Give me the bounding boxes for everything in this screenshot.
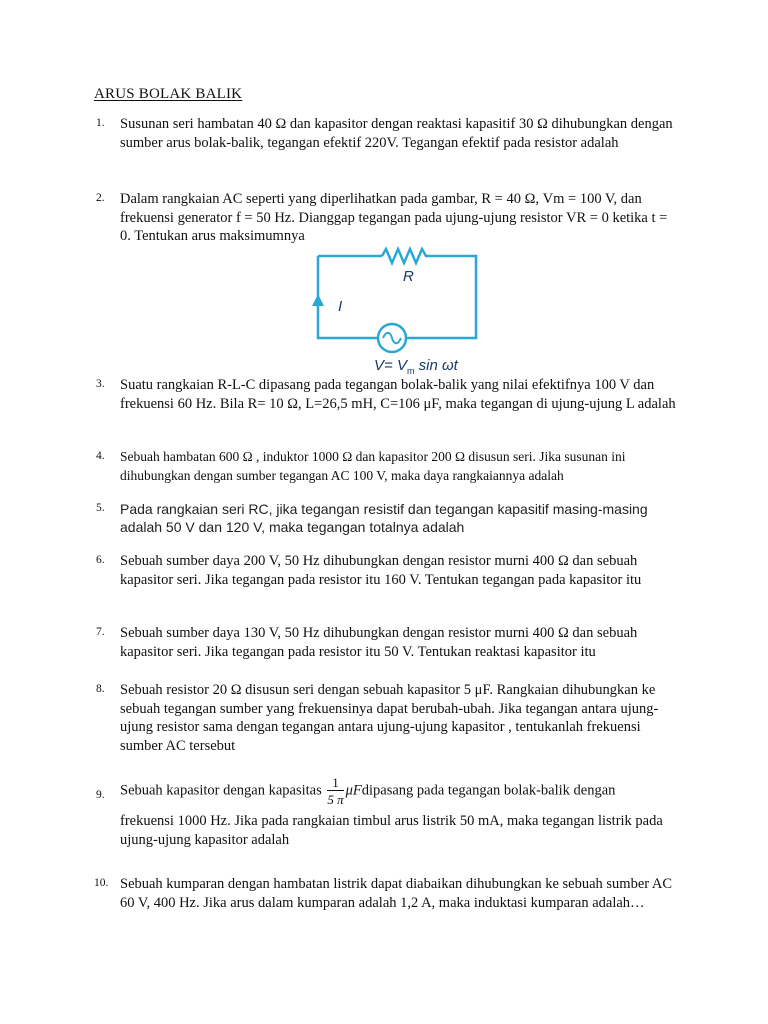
equation-vm: = V [384, 357, 407, 374]
question-number: 10. [94, 877, 109, 889]
question-number: 1. [96, 117, 105, 129]
fraction-denominator: 5 π [327, 792, 344, 807]
fraction-unit: μF [345, 782, 362, 799]
capacitance-fraction [327, 776, 343, 806]
question-line-1 [120, 776, 680, 806]
ac-circuit-svg [300, 244, 490, 376]
resistor-symbol [382, 249, 430, 263]
question-text: Sebuah resistor 20 Ω disusun seri dengan sebuah kapasitor 5 μF. Rangkaian dihubungkan ke sebuah tegangan sumber yang frekuensinya dapat berubah-ubah. Jika tegangan antara ujung-ujung resistor sama dengan tegangan antara ujung-ujung kapasitor , tentukanlah frekuensi sumber AC tersebut [120, 682, 659, 754]
page-title: ARUS BOLAK BALIK [94, 86, 243, 102]
question-number: 5. [96, 502, 105, 514]
question-number: 8. [96, 683, 105, 695]
equation-subscript: m [406, 366, 415, 376]
question-text: Pada rangkaian seri RC, jika tegangan resistif dan tegangan kapasitif masing-masing adalah 50 V dan 120 V, maka tegangan totalnya adalah [120, 501, 648, 535]
equation-lhs: V [374, 357, 385, 374]
circuit-diagram [300, 244, 490, 381]
question-text: Sebuah sumber daya 130 V, 50 Hz dihubungkan dengan resistor murni 400 Ω dan sebuah kapasitor seri. Jika tegangan pada resistor itu 50 V. Tentukan reaktasi kapasitor itu [120, 625, 638, 660]
fraction-numerator: 1 [327, 776, 343, 791]
question-number: 2. [96, 192, 105, 204]
question-text: Sebuah hambatan 600 Ω , induktor 1000 Ω dan kapasitor 200 Ω disusun seri. Jika susunan ini dihubungkan dengan sumber tegangan AC 100 V, maka daya rangkaiannya adalah [120, 449, 626, 483]
question-text [120, 776, 680, 849]
question-number: 9. [96, 789, 105, 801]
question-number: 7. [96, 626, 105, 638]
question-text: Suatu rangkaian R-L-C dipasang pada tegangan bolak-balik yang nilai efektifnya 100 V dan frekuensi 60 Hz. Bila R= 10 Ω, L=26,5 mH, C=106 μF, maka tegangan di ujung-ujung L adalah [120, 377, 676, 412]
question-text: Dalam rangkaian AC seperti yang diperlihatkan pada gambar, R = 40 Ω, Vm = 100 V, dan frekuensi generator f = 50 Hz. Dianggap tegangan pada ujung-ujung resistor VR = 0 ketika t = 0. Tentukan arus maksimumnya [120, 191, 668, 244]
current-arrow-icon [312, 294, 324, 306]
equation-rhs: sin ωt [414, 357, 458, 374]
question-text: Sebuah kumparan dengan hambatan listrik dapat diabaikan dihubungkan ke sebuah sumber AC 60 V, 400 Hz. Jika arus dalam kumparan adalah 1,2 A, maka induktasi kumparan adalah… [120, 876, 673, 911]
question-number: 4. [96, 450, 105, 462]
question-number: 6. [96, 554, 105, 566]
question-line-2: frekuensi 1000 Hz. Jika pada rangkaian timbul arus listrik 50 mA, maka tegangan listrik pada ujung-ujung kapasitor adalah [120, 813, 663, 848]
source-equation [374, 357, 459, 376]
resistor-label: R [403, 268, 414, 285]
current-label: I [338, 298, 343, 315]
question-text: Sebuah sumber daya 200 V, 50 Hz dihubungkan dengan resistor murni 400 Ω dan sebuah kapasitor seri. Jika tegangan pada resistor itu 160 V. Tentukan tegangan pada kapasitor itu [120, 553, 642, 588]
question-text: Susunan seri hambatan 40 Ω dan kapasitor dengan reaktasi kapasitif 30 Ω dihubungkan dengan sumber arus bolak-balik, tegangan efektif 220V. Tegangan efektif pada resistor adalah [120, 116, 673, 151]
question-number: 3. [96, 378, 105, 390]
text-after-fraction: dipasang pada tegangan bolak-balik dengan [361, 782, 616, 799]
text-before-fraction: Sebuah kapasitor dengan kapasitas [120, 782, 322, 799]
